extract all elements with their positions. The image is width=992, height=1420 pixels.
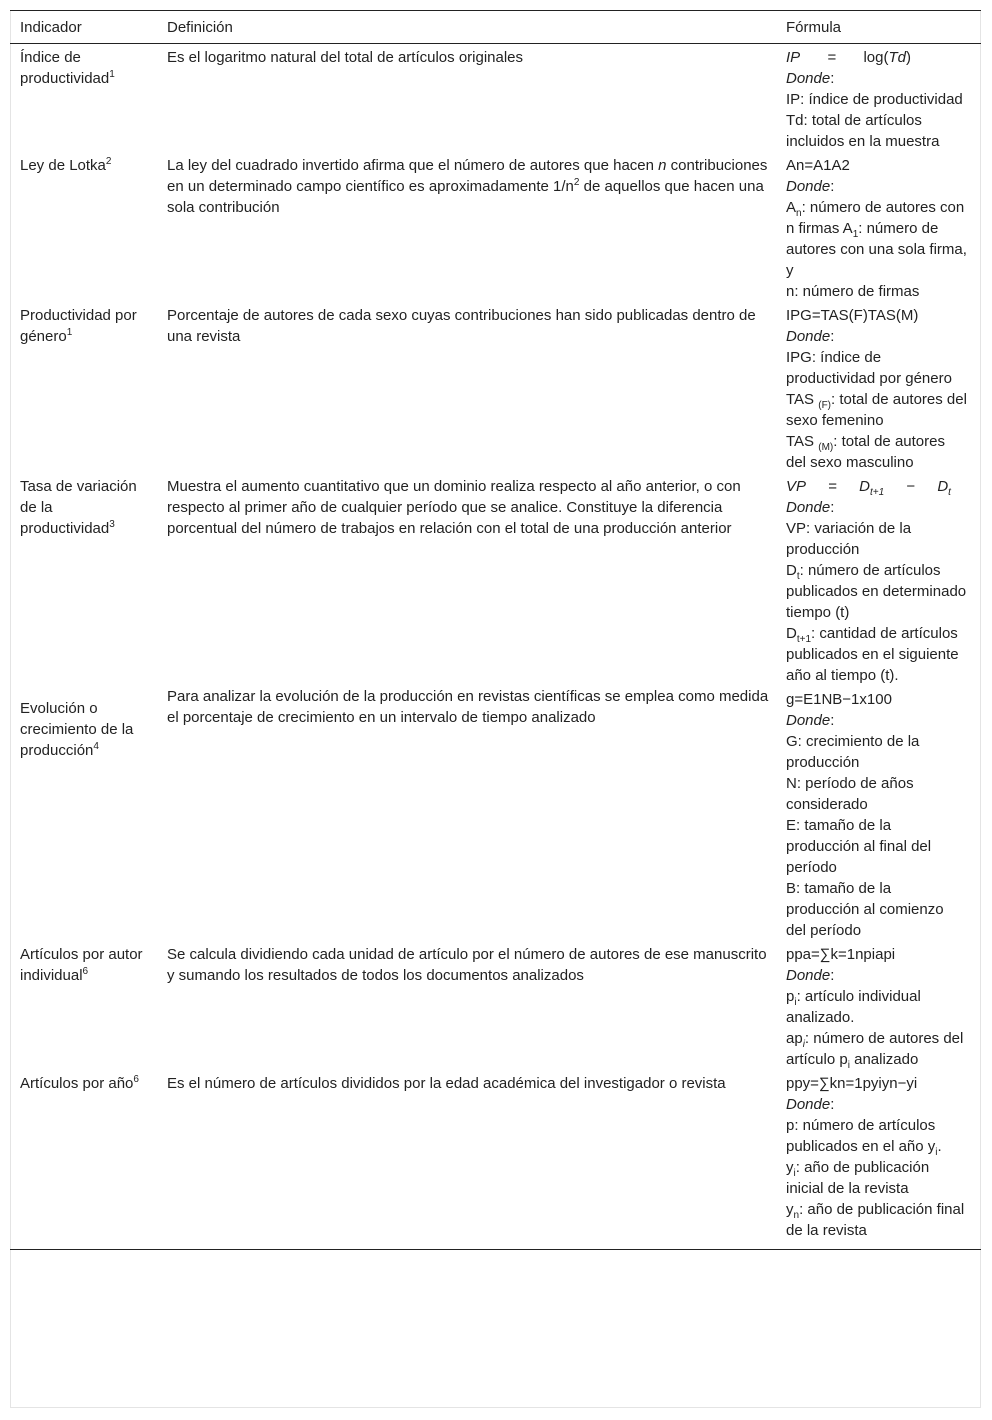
definition-cell: La ley del cuadrado invertido afirma que el número de autores que hacen n contribuciones en un determinado campo científico es aproximadamente $1/n^2$ de aquellos que hacen una sola contribución — [167, 157, 768, 216]
formula-equation: IPG=TAS(F)TAS(M) — [786, 307, 919, 324]
formula-equation: g=E1NB−1x100 — [786, 691, 892, 708]
indicator-cell: Índice de productividad$^1$ — [20, 49, 115, 87]
formula-cell: An=A1A2 Donde: $A_n$: número de autores con n firmas $A_1$: número de autores con una sola firma, y n: número de firmas — [786, 157, 967, 300]
definition-cell: Se calcula dividiendo cada unidad de artículo por el número de autores de ese manuscrito y sumando los resultados de todos los documentos analizados — [167, 946, 767, 984]
formula-cell: IPG=TAS(F)TAS(M) Donde: IPG: índice de productividad por género TAS $_{(F)}$: total de autores del sexo femenino TAS $_{(M)}$: total de autores del sexo masculino — [786, 307, 967, 471]
table-row — [10, 941, 981, 1070]
indicator-cell: Tasa de variación de la productividad$^3$ — [20, 478, 137, 537]
reference-marker: 1 — [109, 69, 115, 80]
formula-equation: IP = log(Td) — [786, 49, 911, 66]
formula-equation: An=A1A2 — [786, 157, 850, 174]
definition-cell: Es el logaritmo natural del total de artículos originales — [167, 49, 524, 66]
indicator-cell: Artículos por autor individual$^6$ — [20, 946, 143, 984]
definition-cell: Porcentaje de autores de cada sexo cuyas contribuciones han sido publicadas dentro de una revista — [167, 307, 756, 345]
definition-cell: Es el número de artículos divididos por la edad académica del investigador o revista — [167, 1075, 726, 1092]
table-row — [10, 686, 981, 941]
formula-cell: ppa=∑k=1npiapi Donde: $p_i$: artículo individual analizado. $ap_i$: número de autores del artículo $p_i$ analizado — [776, 941, 981, 1070]
formula-cell: IP = log(Td) Donde: IP: índice de productividad Td: total de artículos incluidos en la muestra — [786, 49, 963, 150]
formula-cell: VP = $D_{t+1}$ − $D_t$ Donde: VP: variación de la producción $D_t$: número de artículos publicados en determinado tiempo (t) $D_{t+1}$: cantidad de artículos publicados en el siguiente año al tiempo (t). — [786, 478, 967, 684]
reference-marker: 6 — [133, 1074, 139, 1085]
reference-marker: 1 — [66, 327, 73, 338]
reference-marker: 6 — [82, 966, 89, 977]
indicator-cell: Evolución o crecimiento de la producción$^4$ — [20, 700, 134, 759]
formula-cell: ppy=∑kn=1pyiyn−yi Donde: p: número de artículos publicados en el año $y_i$. $y_i$: año de publicación inicial de la revista $y_n$: año de publicación final de la revista — [776, 1070, 981, 1250]
header-indicador: Indicador — [20, 19, 82, 36]
reference-marker: 2 — [105, 156, 112, 167]
formula-cell: g=E1NB−1x100 Donde: G: crecimiento de la producción N: período de años considerado E: tamaño de la producción al final del período B: tamaño de la producción al comienzo del período — [776, 686, 981, 941]
table-row — [10, 44, 981, 153]
header-formula: Fórmula — [786, 19, 842, 36]
indicator-cell: Ley de Lotka$^2$ — [20, 156, 112, 174]
header-definicion: Definición — [167, 19, 233, 36]
table-row — [10, 1070, 981, 1250]
formula-equation: VP = $D_{t+1}$ − $D_t$ — [786, 478, 951, 498]
table-row — [10, 473, 981, 686]
reference-marker: 4 — [93, 741, 99, 752]
definition-cell: Para analizar la evolución de la producción en revistas científicas se emplea como medida el porcentaje de crecimiento en un intervalo de tiempo analizado — [167, 688, 769, 726]
table-row — [10, 302, 981, 473]
indicator-cell: Productividad por género$^1$ — [20, 307, 137, 345]
indicators-table — [10, 10, 981, 1250]
definition-cell: Muestra el aumento cuantitativo que un dominio realiza respecto al año anterior, o con respecto al primer año de cualquier período que se analice. Constituye la diferencia porcentual del número de trabajos en relación con el total de una producción anterior — [167, 478, 741, 537]
indicator-cell: Artículos por año$^6$ — [20, 1074, 139, 1092]
table-header-row — [10, 11, 981, 44]
table-row — [10, 152, 981, 302]
reference-marker: 3 — [109, 519, 115, 530]
formula-equation: ppy=∑kn=1pyiyn−yi — [786, 1075, 918, 1092]
formula-equation: ppa=∑k=1npiapi — [786, 946, 896, 963]
